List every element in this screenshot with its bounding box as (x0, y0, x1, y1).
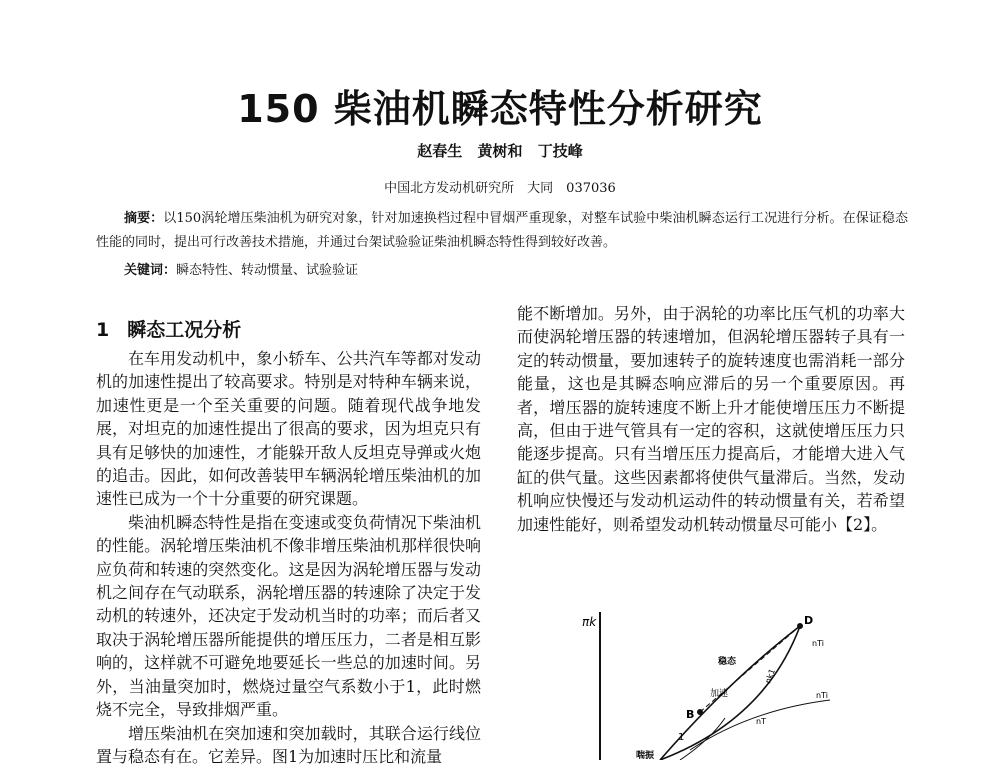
right-column (517, 302, 905, 536)
steady-label: 稳态 (717, 655, 737, 667)
point-b-label: B (686, 708, 694, 721)
surge-label: 喘振 (636, 749, 654, 760)
paragraph-2: 柴油机瞬态特性是指在变速或变负荷情况下柴油机的性能。涡轮增压柴油机不像非增压柴油机那样很快响应负荷和转速的突然变化。这是因为涡轮增压器与发动机之间存在气动联系，涡轮增压器的转速除了决定于发动机的转速外，还决定于发动机当时的功率；而后者又取决于涡轮增压器所能提供的增压压力，二者是相互影响的，这样就不可避免地要延长一些总的加速时间。另外，当油量突加时，燃烧过量空气系数小于1，此时燃烧不完全，导致排烟严重。 (96, 511, 481, 722)
abstract (96, 207, 908, 255)
accel-label: 加速 (710, 687, 728, 699)
axis-label: πk (582, 615, 597, 629)
paper-title: 150 柴油机瞬态特性分析研究 (0, 78, 1000, 133)
figure-1 (560, 600, 860, 760)
point-d-label: D (804, 614, 813, 627)
abstract-label: 摘要： (124, 211, 163, 226)
right-curve-label: nk1 (763, 668, 777, 685)
nt-top-label: nTi (812, 639, 824, 648)
section-number: 1 (96, 319, 109, 341)
keywords-label: 关键词： (124, 263, 176, 278)
paragraph-3: 增压柴油机在突加速和突加载时，其联合运行线位置与稳态有在。它差异。图1为加速时压比和流量 (96, 722, 481, 768)
accel-dashed-line (700, 626, 800, 712)
right-paragraph: 能不断增加。另外，由于涡轮的功率比压气机的功率大而使涡轮增压器的转速增加，但涡轮增压器转子具有一定的转动惯量，要加速转子的旋转速度也需消耗一部分能量，这也是其瞬态响应滞后的另一个重要原因。再者，增压器的旋转速度不断上升才能使增压压力不断提高，但由于进气管具有一定的容积，这就使增压压力只能逐步提高。只有当增压压力提高后，才能增大进入气缸的供气量。这些因素都将使供气量滞后。当然，发动机响应快慢还与发动机运动件的转动惯量有关，若希望加速性能好，则希望发动机转动惯量尽可能小【2】。 (517, 302, 905, 536)
left-column (96, 347, 481, 768)
point-d-marker (797, 623, 803, 629)
lower-curve (680, 718, 725, 760)
section-heading (96, 315, 241, 342)
paragraph-1: 在车用发动机中，象小轿车、公共汽车等都对发动机的加速性提出了较高要求。特别是对特种车辆来说，加速性更是一个至关重要的问题。随着现代战争地发展，对坦克的加速性提出了很高的要求，因为坦克只有具有足够快的加速性，才能躲开敌人反坦克导弹或火炮的追击。因此，如何改善装甲车辆涡轮增压柴油机的加速性已成为一个十分重要的研究课题。 (96, 347, 481, 511)
affiliation: 中国北方发动机研究所 大同 037036 (0, 177, 1000, 196)
keywords (124, 259, 358, 278)
point-1-label: 1 (678, 732, 684, 743)
abstract-text: 以150涡轮增压柴油机为研究对象，针对加速换档过程中冒烟严重现象，对整车试验中柴油机瞬态运行工况进行分析。在保证稳态性能的同时，提出可行改善技术措施，并通过台架试验验证柴油机瞬态特性得到较好改善。 (96, 211, 908, 250)
authors: 赵春生 黄树和 丁技峰 (0, 140, 1000, 161)
nt-low-label: nTi (816, 691, 828, 700)
point-b-marker (697, 709, 703, 715)
keywords-text: 瞬态特性、转动惯量、试验验证 (176, 263, 358, 278)
section-title: 瞬态工况分析 (127, 319, 241, 341)
nt-mid-label: nT (756, 717, 766, 726)
